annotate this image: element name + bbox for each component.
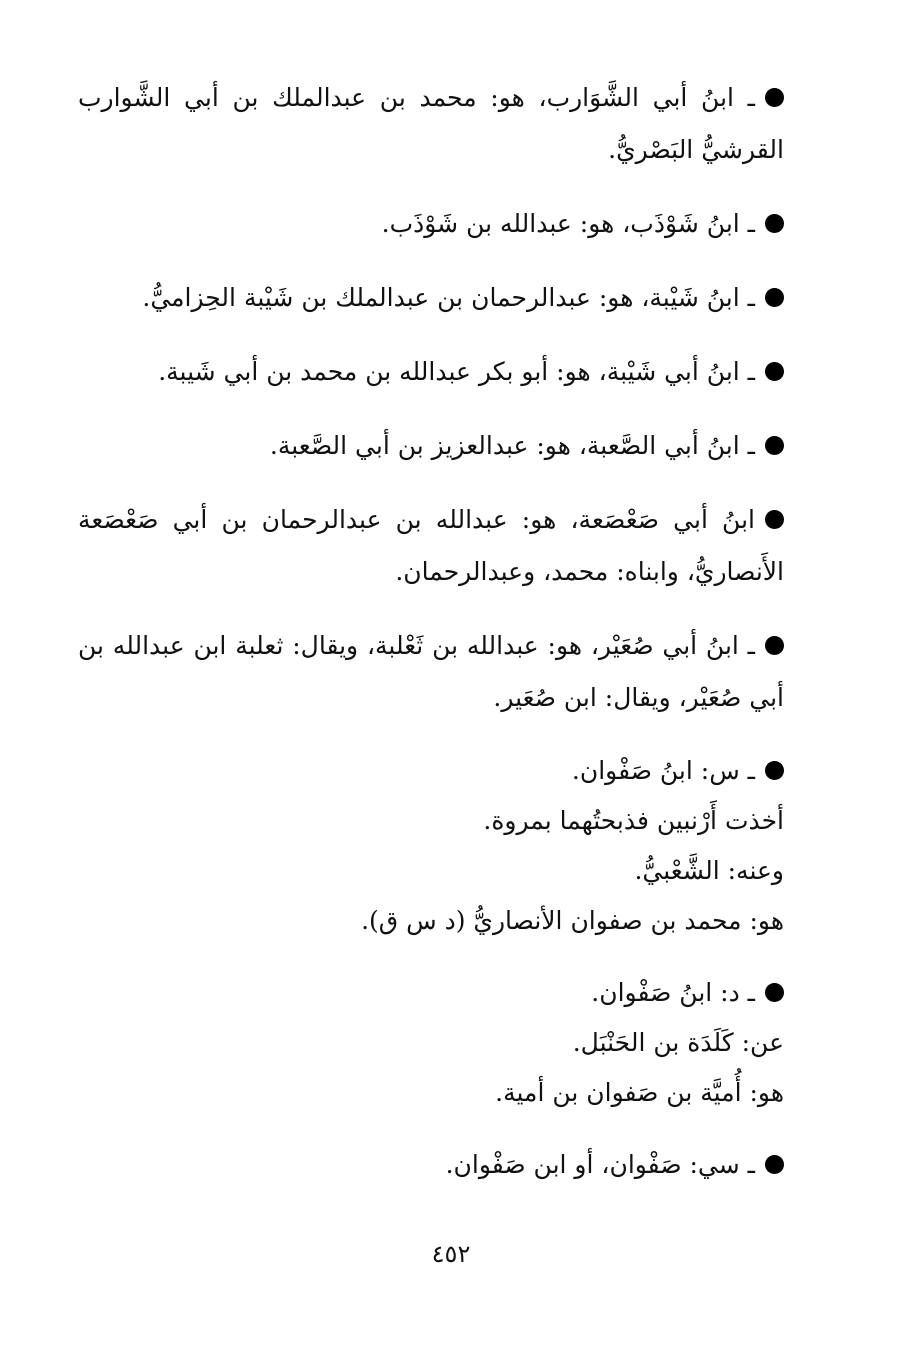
entry-ibn-abi-suayr bbox=[78, 620, 784, 724]
entry-safwan-si bbox=[78, 1140, 784, 1190]
bullet-icon bbox=[765, 88, 784, 107]
bullet-icon bbox=[765, 1155, 784, 1174]
bullet-icon bbox=[765, 214, 784, 233]
entry-ibn-safwan-dal bbox=[78, 968, 784, 1118]
entry-ibn-abi-al-shawarib bbox=[78, 72, 784, 176]
bullet-icon bbox=[765, 510, 784, 529]
entry-line: هو: أُميَّة بن صَفوان بن أمية. bbox=[495, 1078, 784, 1107]
entry-text: ـ ابنُ أبي الصَّعبة، هو: عبدالعزيز بن أبي الصَّعبة. bbox=[269, 431, 755, 460]
entry-line: عن: كَلَدَة بن الحَنْبَل. bbox=[572, 1028, 784, 1057]
entry-ibn-safwan-sin bbox=[78, 746, 784, 946]
bullet-icon bbox=[765, 436, 784, 455]
entry-text: ـ ابنُ أبي الشَّوَارب، هو: محمد بن عبدالملك بن أبي الشَّوارب القرشيُّ البَصْريُّ. bbox=[78, 83, 784, 164]
bullet-icon bbox=[765, 636, 784, 655]
entry-ibn-abi-sasaa bbox=[78, 494, 784, 598]
entry-ibn-shawdhab bbox=[78, 198, 784, 250]
entry-text: ـ ابنُ شَوْذَب، هو: عبدالله بن شَوْذَب. bbox=[381, 209, 755, 238]
entry-heading: ـ س: ابنُ صَفْوان. bbox=[571, 756, 755, 785]
entry-ibn-shayba bbox=[78, 272, 784, 324]
bullet-icon bbox=[765, 983, 784, 1002]
entry-line: أخذت أَرْنبين فذبحتُهما بمروة. bbox=[483, 806, 784, 835]
entry-line: هو: محمد بن صفوان الأنصاريُّ (د س ق). bbox=[361, 906, 784, 935]
bullet-icon bbox=[765, 761, 784, 780]
entry-text: ـ ابنُ أبي صُعَيْر، هو: عبدالله بن ثَعْلبة، ويقال: ثعلبة ابن عبدالله بن أبي صُعَيْر، ويقال: ابن صُعَير. bbox=[78, 631, 784, 712]
entry-ibn-abi-shayba bbox=[78, 346, 784, 398]
entry-heading: ـ د: ابنُ صَفْوان. bbox=[591, 978, 755, 1007]
entry-text: ابنُ أبي صَعْصَعة، هو: عبدالله بن عبدالرحمان بن أبي صَعْصَعة الأَنصاريُّ، وابناه: محمد، وعبدالرحمان. bbox=[78, 505, 784, 586]
entry-line: وعنه: الشَّعْبيُّ. bbox=[634, 856, 784, 885]
bullet-icon bbox=[765, 288, 784, 307]
page-content bbox=[78, 72, 784, 1212]
entry-heading: ـ سي: صَفْوان، أو ابن صَفْوان. bbox=[445, 1150, 755, 1179]
entry-ibn-abi-al-saba bbox=[78, 420, 784, 472]
page-number: ٤٥٢ bbox=[431, 1240, 471, 1268]
entry-text: ـ ابنُ أبي شَيْبة، هو: أبو بكر عبدالله بن محمد بن أبي شَيبة. bbox=[158, 357, 755, 386]
bullet-icon bbox=[765, 362, 784, 381]
entry-text: ـ ابنُ شَيْبة، هو: عبدالرحمان بن عبدالملك بن شَيْبة الحِزاميُّ. bbox=[142, 283, 755, 312]
